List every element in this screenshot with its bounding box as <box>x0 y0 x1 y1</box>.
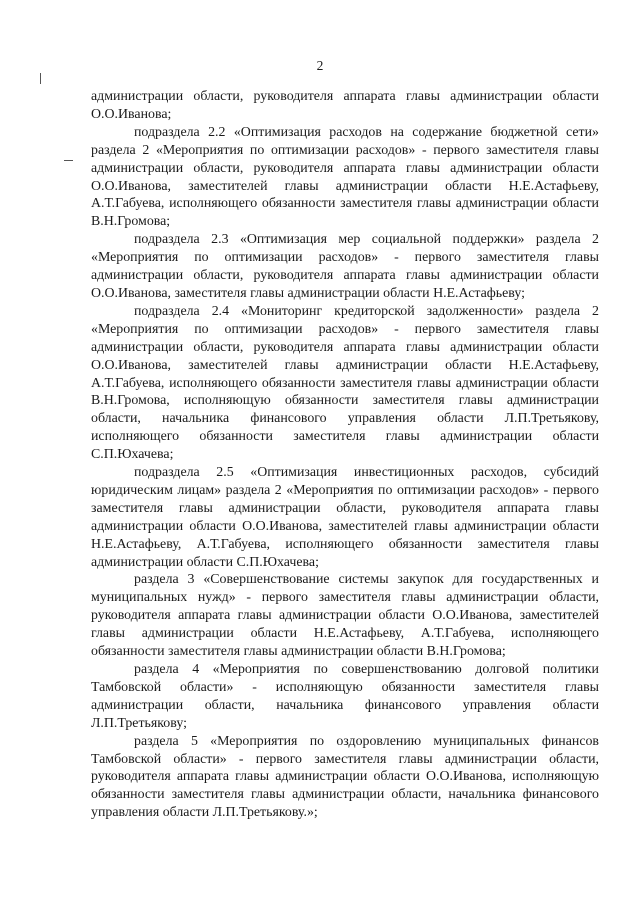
margin-mark <box>64 160 73 161</box>
paragraph: администрации области, руководителя аппарата главы администрации области О.О.Иванова; <box>91 89 599 122</box>
paragraph: подраздела 2.2 «Оптимизация расходов на содержание бюджетной сети» раздела 2 «Мероприятия по оптимизации расходов» - первого заместителя главы администрации области, руководителя аппарата главы администрации области О.О.Иванова, заместителей главы администрации области Н.Е.Астафьеву, А.Т.Габуева, исполняющего обязанности заместителя главы администрации области В.Н.Громова; <box>91 124 599 230</box>
paragraph: раздела 4 «Мероприятия по совершенствованию долговой политики Тамбовской области» - исполняющую обязанности заместителя главы администрации области, начальника финансового управления области Л.П.Третьякову; <box>91 662 599 731</box>
paragraph: подраздела 2.3 «Оптимизация мер социальной поддержки» раздела 2 «Мероприятия по оптимизации расходов» - первого заместителя главы администрации области, руководителя аппарата главы администрации области О.О.Иванова, заместителя главы администрации области Н.Е.Астафьеву; <box>91 232 599 301</box>
paragraph: подраздела 2.4 «Мониторинг кредиторской задолженности» раздела 2 «Мероприятия по оптимизации расходов» - первого заместителя главы администрации области, руководителя аппарата главы администрации области О.О.Иванова, заместителей главы администрации области Н.Е.Астафьеву, А.Т.Габуева, исполняющего обязанности заместителя главы администрации области В.Н.Громова, исполняющую обязанности заместителя главы администрации области, начальника финансового управления области Л.П.Третьякову, исполняющего обязанности заместителя главы администрации области С.П.Юхачева; <box>91 303 599 463</box>
margin-mark <box>40 73 41 84</box>
page-number: 2 <box>316 58 324 73</box>
paragraph: раздела 3 «Совершенствование системы закупок для государственных и муниципальных нужд» - первого заместителя главы администрации области, руководителя аппарата главы администрации области О.О.Иванова, заместителей главы администрации области Н.Е.Астафьеву, А.Т.Габуева, исполняющего обязанности заместителя главы администрации области В.Н.Громова; <box>91 572 599 660</box>
paragraph: раздела 5 «Мероприятия по оздоровлению муниципальных финансов Тамбовской области» - первого заместителя главы администрации области, руководителя аппарата главы администрации области О.О.Иванова, исполняющую обязанности заместителя главы администрации области, начальника финансового управления области Л.П.Третьякову.»; <box>91 733 599 821</box>
document-body <box>91 88 599 822</box>
paragraph: подраздела 2.5 «Оптимизация инвестиционных расходов, субсидий юридическим лицам» раздела 2 «Мероприятия по оптимизации расходов» - первого заместителя главы администрации области, руководителя аппарата главы администрации области О.О.Иванова, заместителей главы администрации области Н.Е.Астафьеву, А.Т.Габуева, исполняющего обязанности заместителя главы администрации области С.П.Юхачева; <box>91 465 599 570</box>
